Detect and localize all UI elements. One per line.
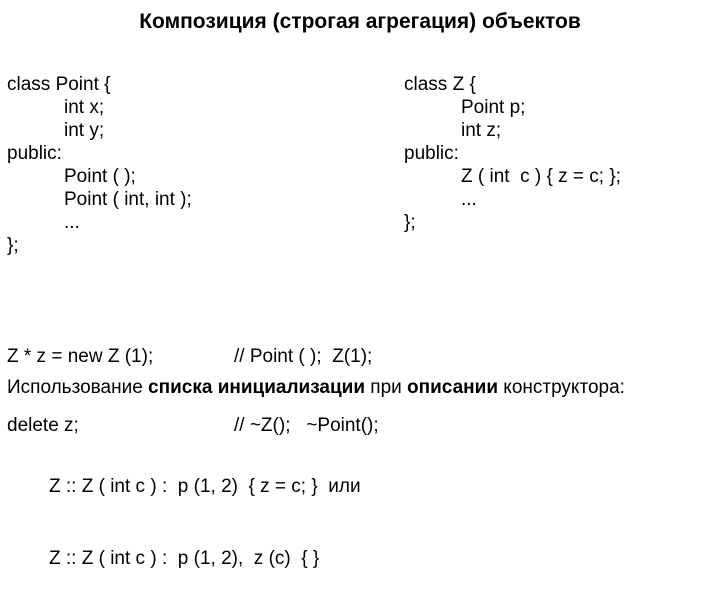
comment-line: // ~Z(); ~Point(); [234, 415, 379, 436]
code-line: Z ( int c ) { z = c; }; [461, 166, 621, 187]
sentence-text: конструктора: [498, 377, 625, 398]
code-line: int x; [64, 97, 105, 118]
code-line: Point ( int, int ); [64, 189, 192, 210]
code-line: class Point { [7, 74, 111, 95]
code-line: class Z { [404, 74, 476, 95]
code-line: int z; [461, 120, 502, 141]
code-line: Point p; [461, 97, 526, 118]
code-line: delete z; [7, 415, 79, 436]
sentence-bold-text: описании [407, 377, 499, 398]
code-line: Z * z = new Z (1); [7, 346, 154, 367]
code-line: int y; [64, 120, 105, 141]
code-line: Z :: Z ( int c ) : p (1, 2) { z = c; } или [49, 476, 361, 497]
code-line: }; [404, 212, 416, 233]
code-line: ... [461, 189, 477, 210]
sentence-bold-text: списка инициализации [148, 377, 366, 398]
code-line: public: [404, 143, 459, 164]
point-class-code [7, 73, 192, 257]
slide-title: Композиция (строгая агрегация) объектов [139, 10, 581, 33]
sentence-text: Использование [7, 377, 149, 398]
code-line: ... [64, 212, 80, 233]
code-line: public: [7, 143, 62, 164]
init-list-examples [49, 427, 361, 595]
z-class-code [404, 73, 621, 234]
code-line: Point ( ); [64, 166, 136, 187]
code-line: Z :: Z ( int c ) : p (1, 2), z (c) { } [49, 548, 320, 569]
initialization-list-sentence [7, 377, 625, 399]
sentence-text: при [365, 377, 408, 398]
code-line: }; [7, 235, 19, 256]
comment-line: // Point ( ); Z(1); [234, 346, 373, 367]
